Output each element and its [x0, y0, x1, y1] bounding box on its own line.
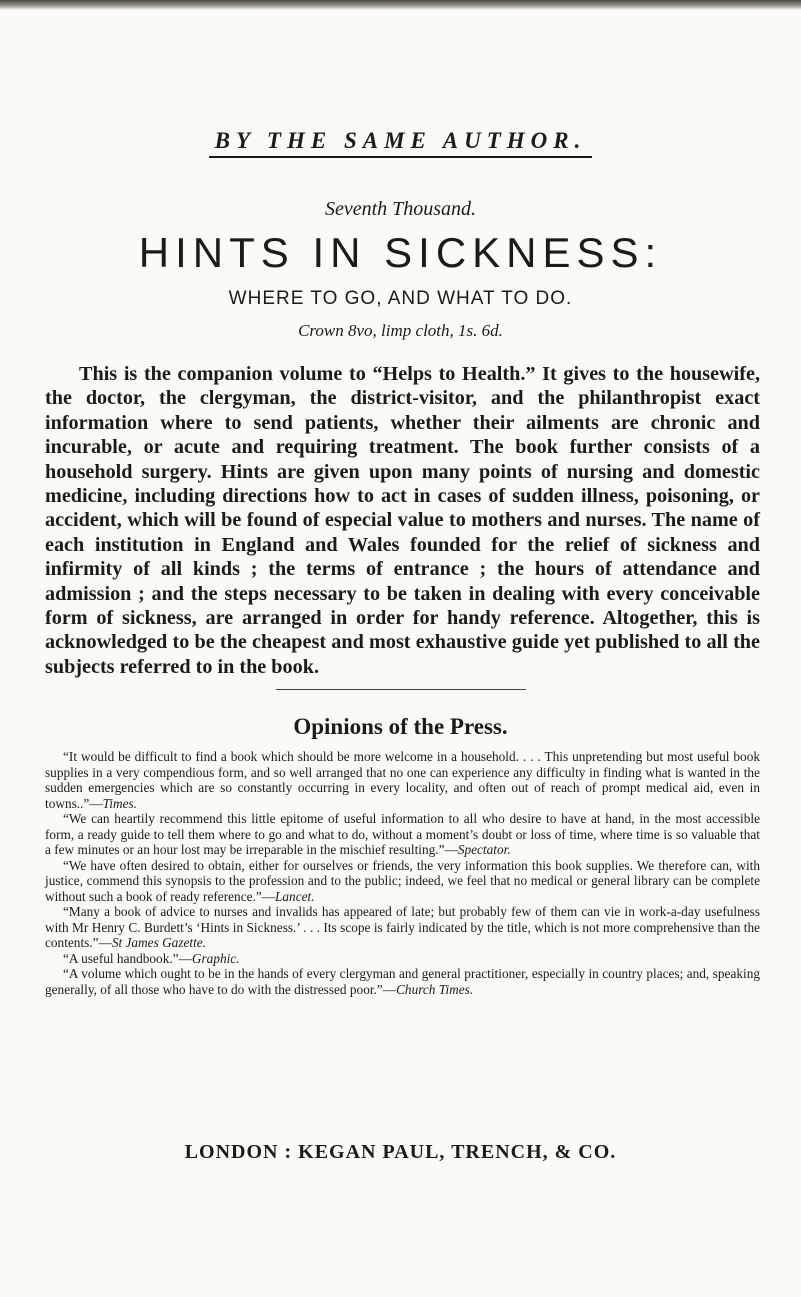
review-item: [45, 966, 760, 997]
review-text: “A useful handbook.”—: [63, 950, 192, 966]
review-source: Spectator.: [457, 842, 511, 857]
header-by-same-author: [0, 128, 801, 158]
review-item: [45, 904, 760, 951]
review-text: “We can heartily recommend this little epitome of useful information to all who desire to have at hand, in the most accessible form, a ready guide to tell them where to go and what to do, without a moment’s doubt or loss of time, where time is so valuable that a few minutes or an hour lost may be irreparable in the mischief resulting.”—: [45, 811, 760, 857]
review-source: Church Times.: [396, 981, 474, 997]
review-item: [45, 811, 760, 858]
review-item: [45, 749, 760, 811]
page-edge-shadow: [0, 0, 801, 10]
divider: [276, 689, 526, 690]
header-text: BY THE SAME AUTHOR.: [209, 128, 593, 158]
book-title: HINTS IN SICKNESS:: [138, 229, 663, 276]
price-line: Crown 8vo, limp cloth, 1s. 6d.: [298, 321, 503, 340]
review-source: Lancet.: [275, 888, 315, 904]
press-reviews: [45, 749, 760, 997]
review-item: [45, 858, 760, 905]
book-description: This is the companion volume to “Helps to Health.” It gives to the housewife, the doctor, the clergyman, the district-visitor, and the philanthropist exact information where to send patients, whether their ailments are chronic and incurable, or acute and requiring treatment. The book further consists of a household surgery. Hints are given upon many points of nursing and domestic medicine, including directions how to act in cases of sudden illness, poisoning, or accident, which will be found of especial value to mothers and nurses. The name of each institution in England and Wales founded for the relief of sickness and infirmity of all kinds ; the terms of entrance ; the hours of attendance and admission ; and the steps necessary to be taken in dealing with every conceivable form of sickness, are arranged in order for handy reference. Altogether, this is acknowledged to be the cheapest and most exhaustive guide yet published to all the subjects referred to in the book.: [45, 363, 760, 678]
review-text: “We have often desired to obtain, either for ourselves or friends, the very information this book supplies. We therefore can, with justice, commend this synopsis to the profession and to the public; indeed, we feel that no medical or general library can be complete without such a book of ready reference.”—: [45, 857, 760, 904]
opinions-heading: Opinions of the Press.: [293, 714, 508, 739]
review-source: Graphic.: [191, 950, 240, 966]
publisher-imprint: LONDON : KEGAN PAUL, TRENCH, & CO.: [184, 1141, 617, 1163]
review-text: “A volume which ought to be in the hands of every clergyman and general practitioner, especially in country places; and, speaking generally, of all those who have to do with the distressed poor.”—: [45, 966, 760, 997]
review-text: “It would be difficult to find a book which should be more welcome in a household. . . . This unpretending but most useful book supplies in a very compendious form, and so well arranged that no one can experience any difficulty in finding what is wanted in the sudden emergencies which are so constantly occurring in every locality, and often out of reach of prompt medical aid, even in towns..”—: [45, 749, 760, 811]
review-text: “Many a book of advice to nurses and invalids has appeared of late; but probably few of them can vie in work-a-day usefulness with Mr Henry C. Burdett’s ‘Hints in Sickness.’ . . . Its scope is fairly indicated by the title, which is not more comprehensive than the contents.”—: [45, 904, 760, 950]
edition-line: Seventh Thousand.: [324, 198, 477, 220]
review-source: St James Gazette.: [111, 935, 207, 950]
review-item: [45, 951, 760, 967]
review-source: Times.: [102, 795, 137, 811]
book-subtitle: WHERE TO GO, AND WHAT TO DO.: [228, 288, 573, 309]
